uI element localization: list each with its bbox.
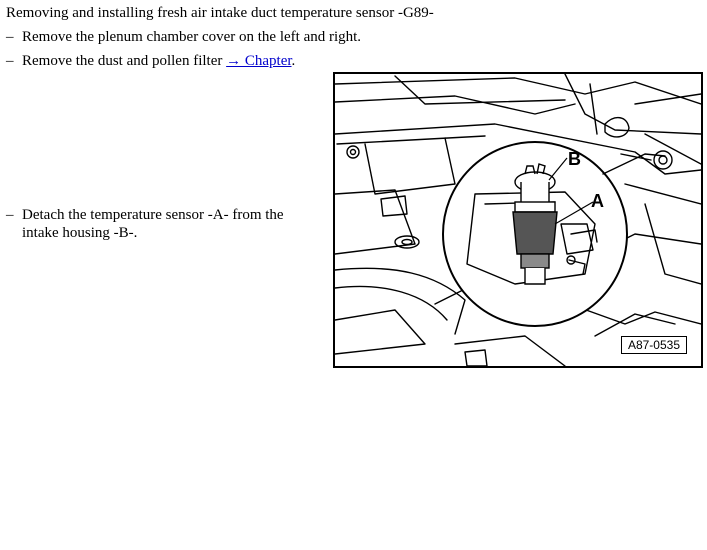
step-detach-sensor	[6, 206, 316, 242]
step-remove-pollen-filter	[6, 52, 295, 70]
figure-id: A87-0535	[621, 336, 687, 354]
step-text-end: .	[291, 53, 296, 69]
step-dash: –	[6, 29, 14, 45]
step-remove-plenum-cover	[6, 28, 361, 46]
installation-illustration	[333, 72, 703, 368]
step-text: Remove the dust and pollen filter	[22, 53, 227, 69]
step-dash: –	[6, 207, 14, 223]
engine-bay-drawing	[335, 74, 701, 366]
step-text: Detach the temperature sensor -A- from the intake housing -B-.	[22, 207, 284, 241]
label-a: A	[591, 191, 604, 211]
page-title: Removing and installing fresh air intake duct temperature sensor -G89-	[6, 5, 434, 21]
step-text: Remove the plenum chamber cover on the left and right.	[22, 29, 362, 45]
chapter-link[interactable]: → Chapter	[226, 53, 292, 69]
label-b: B	[568, 149, 581, 169]
step-dash: –	[6, 53, 14, 69]
